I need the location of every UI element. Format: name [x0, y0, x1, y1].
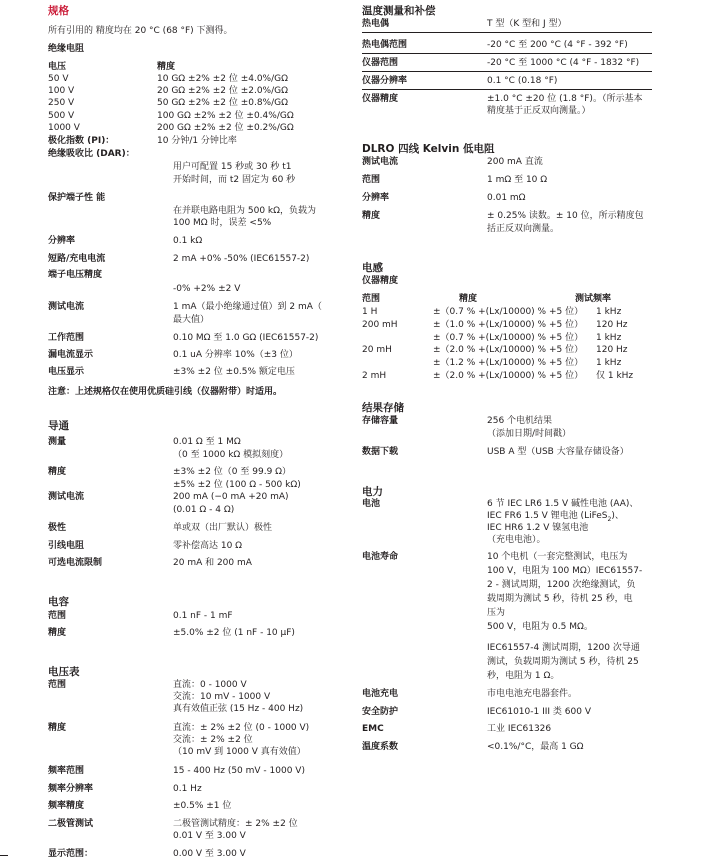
insulation-row-accuracy: 200 GΩ ±2% ±2 位 ±0.2%/GΩ	[157, 123, 294, 133]
storage-title: 结果存储	[362, 402, 404, 414]
thermocouple-label: 热电偶	[362, 19, 390, 29]
safety-value: IEC61010-1 III 类 600 V	[487, 707, 591, 717]
instrument-range-label: 仪器范围	[362, 58, 399, 68]
capacitance-range-value: 0.1 nF - 1 mF	[173, 611, 233, 621]
display-range-label: 显示范围：	[48, 849, 94, 859]
temperature-title: 温度测量和补偿	[362, 5, 436, 17]
test-current-line2: 最大值）	[173, 315, 210, 325]
resolution-value: 0.1 kΩ	[173, 236, 203, 246]
dlro-accuracy-line1: ± 0.25% 读数。± 10 位，所示精度包	[487, 211, 644, 221]
power-title: 电力	[362, 486, 383, 498]
frequency-range-value: 15 - 400 Hz (50 mV - 1000 V)	[173, 766, 305, 776]
voltmeter-accuracy-line2: 交流：± 2% ±2 位	[173, 735, 253, 745]
row-divider	[362, 71, 652, 72]
dlro-current-value: 200 mA 直流	[487, 157, 543, 167]
inductance-subtitle: 仪器精度	[362, 276, 399, 286]
dar-label: 绝缘吸收比 (DAR)：	[48, 149, 135, 159]
voltmeter-range-line1: 直流：0 - 1000 V	[173, 680, 247, 690]
inductance-row-frequency: 1 kHz	[596, 333, 622, 343]
inductance-row-frequency: 120 Hz	[596, 320, 628, 330]
frequency-accuracy-value: ±0.5% ±1 位	[173, 801, 232, 811]
battery-line1: 6 节 IEC LR6 1.5 V 碱性电池 (AA)、	[487, 499, 639, 509]
battery-line2-text: IEC FR6 1.5 V 锂电池 (LiFeS	[487, 511, 608, 521]
battery-life-label: 电池寿命	[362, 552, 399, 562]
insulation-row-voltage: 1000 V	[48, 123, 80, 133]
continuity-measure-line2: （0 至 1000 kΩ 模拟刻度）	[173, 450, 289, 460]
thermocouple-range-label: 热电偶范围	[362, 40, 408, 50]
continuity-measure-line1: 0.01 Ω 至 1 MΩ	[173, 437, 241, 447]
capacitance-range-label: 范围	[48, 611, 67, 621]
battery-life-line: 100 V，电阻为 100 MΩ）IEC61557-	[487, 566, 643, 576]
battery-line2-end: )、	[611, 511, 624, 521]
voltmeter-title: 电压表	[48, 666, 80, 678]
insulation-row-accuracy: 20 GΩ ±2% ±2 位 ±2.0%/GΩ	[157, 86, 288, 96]
dar-value-line1: 用户可配置 15 秒或 30 秒 t1	[173, 162, 292, 172]
inductance-col-range: 范围	[362, 294, 381, 304]
voltage-display-label: 电压显示	[48, 367, 85, 377]
data-download-label: 数据下载	[362, 447, 399, 457]
diode-test-line1: 二极管测试精度：± 2% ±2 位	[173, 819, 298, 829]
polarity-label: 极性	[48, 523, 67, 533]
dlro-resolution-value: 0.01 mΩ	[487, 193, 526, 203]
battery-life-line: 500 V，电阻为 0.5 MΩ。	[487, 622, 593, 632]
instrument-resolution-label: 仪器分辨率	[362, 76, 408, 86]
working-range-label: 工作范围	[48, 333, 85, 343]
inductance-row-range: 20 mH	[362, 345, 392, 355]
battery-label: 电池	[362, 499, 381, 509]
instrument-accuracy-line2: 精度基于正反双向测量。）	[487, 106, 591, 116]
leakage-label: 漏电流显示	[48, 350, 94, 360]
temp-coefficient-value: <0.1%/°C，最高 1 GΩ	[487, 742, 584, 752]
emc-label: EMC	[362, 724, 384, 734]
thermocouple-range-value: -20 °C 至 200 °C (4 °F - 392 °F)	[487, 40, 628, 50]
insulation-row-accuracy: 100 GΩ ±2% ±2 位 ±0.4%/GΩ	[157, 111, 294, 121]
inductance-row-frequency: 仅 1 kHz	[596, 371, 634, 381]
continuity-accuracy-line1: ±3% ±2 位（0 至 99.9 Ω）	[173, 467, 292, 477]
inductance-row-range: 1 H	[362, 307, 378, 317]
dar-value-line2: 开始时间，而 t2 固定为 60 秒	[173, 175, 296, 185]
guard-value-line1: 在并联电路电阻为 500 kΩ，负载为	[173, 206, 316, 216]
inductance-row-accuracy: ±（1.0 % +(Lx/10000) % +5 位）	[433, 320, 584, 330]
safety-label: 安全防护	[362, 707, 399, 717]
battery-life-line: 2 - 测试周期，1200 次绝缘测试，负	[487, 580, 636, 590]
instrument-accuracy-line1: ±1.0 °C ±20 位 (1.8 °F)。（所示基本	[487, 94, 643, 104]
dlro-accuracy-line2: 括正反双向测量。	[487, 224, 560, 234]
battery-life-line: 载周期为测试 5 秒，待机 25 秒，电	[487, 594, 633, 604]
dlro-title: DLRO 四线 Kelvin 低电阻	[362, 143, 495, 155]
dlro-current-label: 测试电流	[362, 157, 399, 167]
inductance-row-accuracy: ±（2.0 % +(Lx/10000) % +5 位）	[433, 345, 584, 355]
insulation-note: 注意：上述规格仅在使用优质硅引线（仪器附带）时适用。	[48, 387, 283, 397]
col-accuracy-header: 精度	[157, 62, 176, 72]
frequency-accuracy-label: 频率精度	[48, 801, 85, 811]
frequency-resolution-value: 0.1 Hz	[173, 784, 202, 794]
row-divider	[362, 32, 652, 33]
temp-coefficient-label: 温度系数	[362, 742, 399, 752]
battery-life-line: 测试，负载周期为测试 5 秒，待机 25	[487, 657, 639, 667]
insulation-row-voltage: 250 V	[48, 98, 75, 108]
inductance-row-accuracy: ±（2.0 % +(Lx/10000) % +5 位）	[433, 371, 584, 381]
voltmeter-accuracy-label: 精度	[48, 723, 67, 733]
voltmeter-range-label: 范围	[48, 680, 67, 690]
frequency-range-label: 频率范围	[48, 766, 85, 776]
battery-line2-subscript: 2	[607, 515, 612, 523]
test-current-line1: 1 mA（最小绝缘通过值）到 2 mA（	[173, 302, 322, 312]
pi-label: 极化指数 (PI)：	[48, 136, 115, 146]
lead-resistance-value: 零补偿高达 10 Ω	[173, 541, 243, 551]
polarity-value: 单或双（出厂默认）极性	[173, 523, 273, 533]
dlro-range-label: 范围	[362, 175, 381, 185]
insulation-row-accuracy: 10 GΩ ±2% ±2 位 ±4.0%/GΩ	[157, 74, 288, 84]
battery-life-line: 10 个电机（一套完整测试，电压为	[487, 552, 628, 562]
insulation-row-voltage: 50 V	[48, 74, 69, 84]
battery-line3: IEC HR6 1.2 V 镍氢电池	[487, 523, 589, 533]
emc-value: 工业 IEC61326	[487, 724, 552, 734]
insulation-row-voltage: 100 V	[48, 86, 75, 96]
terminal-voltage-value: -0% +2% ±2 V	[173, 284, 241, 294]
leakage-value: 0.1 uA 分辨率 10%（±3 位）	[173, 350, 298, 360]
voltmeter-range-line3: 真有效值正弦 (15 Hz - 400 Hz)	[173, 704, 304, 714]
continuity-title: 导通	[48, 420, 69, 432]
voltmeter-accuracy-line3: （10 mV 到 1000 V 真有效值）	[173, 747, 306, 757]
inductance-title: 电感	[362, 262, 383, 274]
pi-value: 10 分钟/1 分钟比率	[157, 136, 237, 146]
continuity-measure-label: 测量	[48, 437, 67, 447]
test-current-label: 测试电流	[48, 302, 85, 312]
battery-life-line: IEC61557-4 测试周期，1200 次导通	[487, 643, 640, 653]
inductance-row-frequency: 1 kHz	[596, 358, 622, 368]
diode-test-label: 二极管测试	[48, 819, 94, 829]
inductance-row-frequency: 1 kHz	[596, 307, 622, 317]
frequency-resolution-label: 频率分辨率	[48, 784, 94, 794]
current-limit-value: 20 mA 和 200 mA	[173, 558, 252, 568]
storage-capacity-line2: （添加日期/时间戳）	[487, 429, 572, 439]
inductance-col-frequency: 测试频率	[575, 294, 612, 304]
inductance-row-accuracy: ±（0.7 % +(Lx/10000) % +5 位）	[433, 307, 584, 317]
continuity-accuracy-label: 精度	[48, 467, 67, 477]
lead-resistance-label: 引线电阻	[48, 541, 85, 551]
resolution-label: 分辨率	[48, 236, 76, 246]
dlro-resolution-label: 分辨率	[362, 193, 390, 203]
guard-label: 保护端子性 能	[48, 193, 106, 203]
data-download-value: USB A 型（USB 大容量存储设备）	[487, 447, 629, 457]
voltage-display-value: ±3% ±2 位 ±0.5% 额定电压	[173, 367, 295, 377]
voltmeter-accuracy-line1: 直流：± 2% ±2 位 (0 - 1000 V)	[173, 723, 310, 733]
short-current-label: 短路/充电电流	[48, 254, 106, 264]
short-current-value: 2 mA +0% -50% (IEC61557-2)	[173, 254, 310, 264]
continuity-current-label: 测试电流	[48, 492, 85, 502]
dlro-range-value: 1 mΩ 至 10 Ω	[487, 175, 548, 185]
dlro-accuracy-label: 精度	[362, 211, 381, 221]
row-divider	[362, 89, 652, 90]
capacitance-accuracy-value: ±5.0% ±2 位 (1 nF - 10 μF)	[173, 628, 295, 638]
display-range-value: 0.00 V 至 3.00 V	[173, 849, 246, 859]
battery-life-line: 秒，电阻为 1 Ω。	[487, 671, 560, 681]
storage-capacity-line1: 256 个电机结果	[487, 416, 553, 426]
row-divider	[362, 53, 652, 54]
continuity-current-line1: 200 mA (−0 mA +20 mA)	[173, 492, 289, 502]
capacitance-title: 电容	[48, 596, 69, 608]
thermocouple-value: T 型（K 型和 J 型）	[487, 19, 567, 29]
inductance-row-accuracy: ±（1.2 % +(Lx/10000) % +5 位）	[433, 358, 584, 368]
inductance-col-accuracy: 精度	[459, 294, 478, 304]
terminal-voltage-label: 端子电压精度	[48, 270, 103, 280]
diode-test-line2: 0.01 V 至 3.00 V	[173, 831, 246, 841]
instrument-resolution-value: 0.1 °C (0.18 °F)	[487, 76, 558, 86]
intro-text: 所有引用的 精度均在 20 °C (68 °F) 下测得。	[48, 26, 233, 36]
inductance-row-range: 2 mH	[362, 371, 387, 381]
battery-line4: （充电电池）。	[487, 535, 546, 545]
page-edge-rule	[0, 855, 8, 856]
battery-life-line: 压为	[487, 608, 506, 618]
capacitance-accuracy-label: 精度	[48, 628, 67, 638]
inductance-row-accuracy: ±（0.7 % +(Lx/10000) % +5 位）	[433, 333, 584, 343]
insulation-row-voltage: 500 V	[48, 111, 75, 121]
instrument-accuracy-label: 仪器精度	[362, 94, 399, 104]
instrument-range-value: -20 °C 至 1000 °C (4 °F - 1832 °F)	[487, 58, 640, 68]
inductance-row-range: 200 mH	[362, 320, 398, 330]
battery-charge-value: 市电电池充电器套件。	[487, 689, 578, 699]
inductance-row-frequency: 120 Hz	[596, 345, 628, 355]
battery-charge-label: 电池充电	[362, 689, 399, 699]
working-range-value: 0.10 MΩ 至 1.0 GΩ (IEC61557-2)	[173, 333, 319, 343]
insulation-row-accuracy: 50 GΩ ±2% ±2 位 ±0.8%/GΩ	[157, 98, 288, 108]
continuity-accuracy-line2: ±5% ±2 位 (100 Ω - 500 kΩ)	[173, 480, 301, 490]
col-voltage-header: 电压	[48, 62, 67, 72]
current-limit-label: 可选电流限制	[48, 558, 103, 568]
voltmeter-range-line2: 交流：10 mV - 1000 V	[173, 692, 271, 702]
storage-capacity-label: 存储容量	[362, 416, 399, 426]
guard-value-line2: 100 MΩ 时，误差 <5%	[173, 218, 272, 228]
insulation-title: 绝缘电阻	[48, 44, 85, 54]
continuity-current-line2: (0.01 Ω - 4 Ω)	[173, 505, 235, 515]
spec-title: 规格	[48, 5, 69, 17]
